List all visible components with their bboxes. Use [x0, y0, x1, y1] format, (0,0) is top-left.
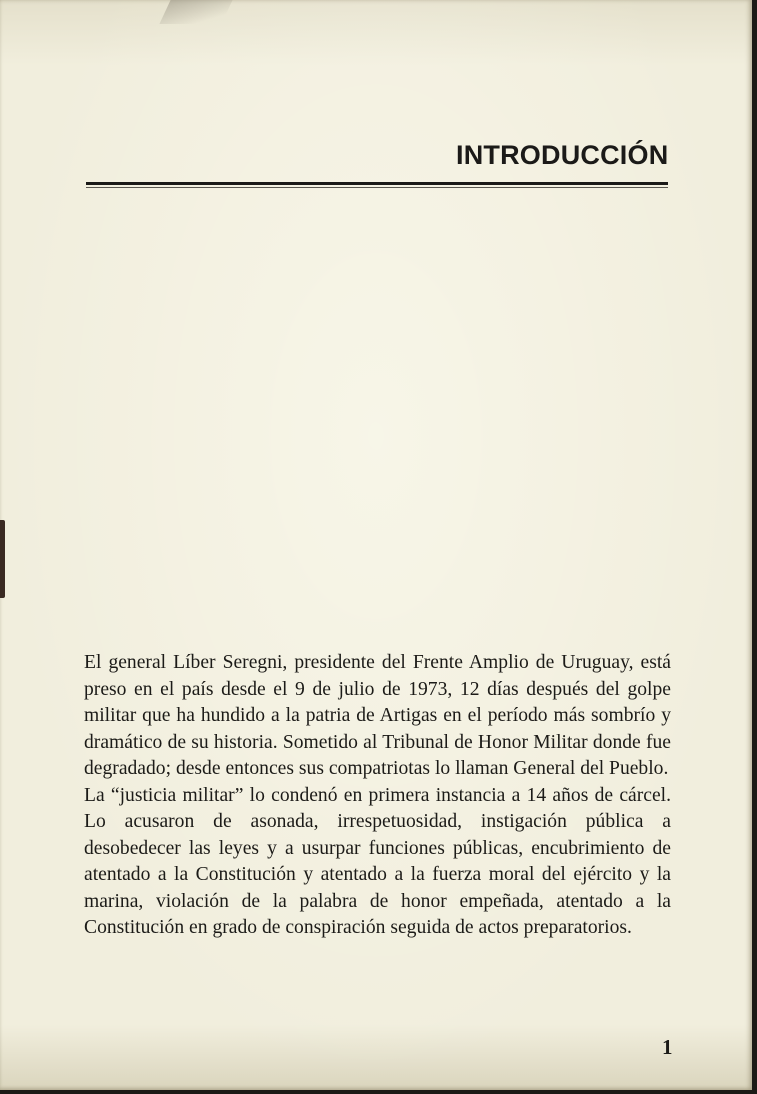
body-text	[84, 650, 671, 942]
page-title: INTRODUCCIÓN	[456, 140, 669, 170]
page-edge-mark	[0, 520, 5, 598]
title-rule	[86, 182, 668, 185]
page-crease	[159, 0, 232, 24]
title-rule-secondary	[86, 187, 668, 188]
paragraph-2: La “justicia militar” lo condenó en primera instancia a 14 años de cárcel. Lo acusaron de asonada, irrespetuosidad, instigación pública a desobedecer las leyes y a usurpar funciones públicas, encubrimiento de atentado a la Constitución y atentado a la fuerza moral del ejército y la marina, violación de la palabra de honor empeñada, atentado a la Constitución en grado de conspiración seguida de actos preparatorios.	[84, 784, 671, 938]
paragraph-1: El general Líber Seregni, presidente del Frente Amplio de Uruguay, está preso en el país desde el 9 de julio de 1973, 12 días después del golpe militar que ha hundido a la patria de Artigas en el período más sombrío y dramático de su historia. Sometido al Tribunal de Honor Militar donde fue degradado; desde entonces sus compatriotas lo llaman General del Pueblo.	[84, 652, 671, 779]
page-number: 1	[662, 1035, 673, 1059]
